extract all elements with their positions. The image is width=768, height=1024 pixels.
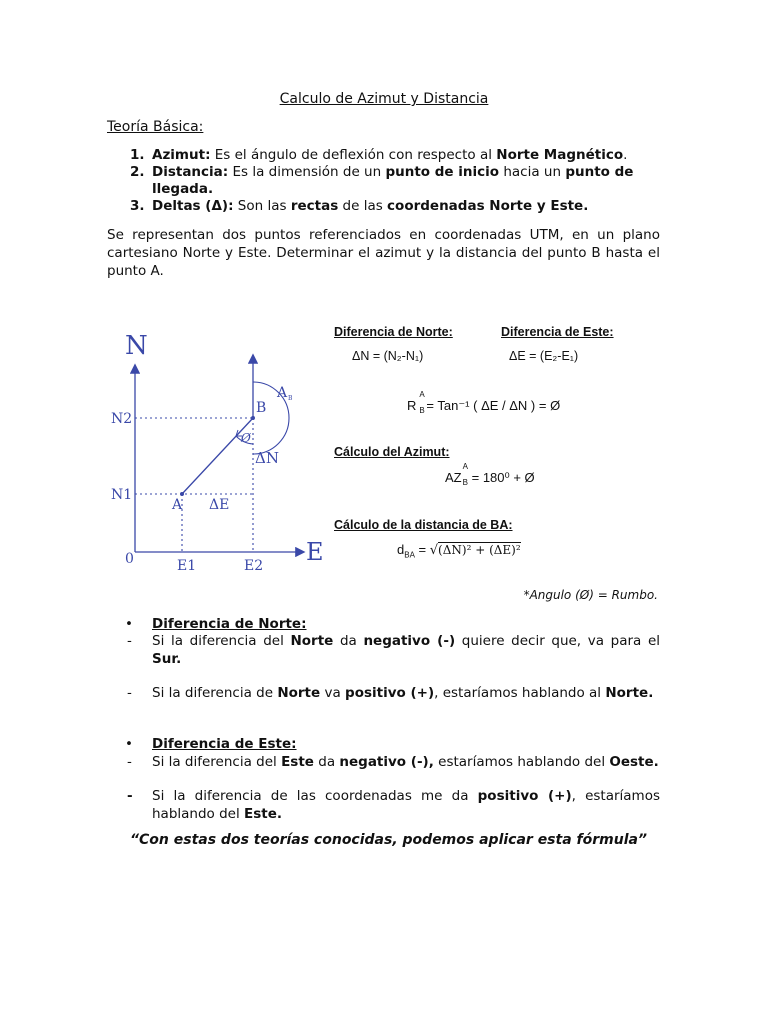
teoria-heading: Teoría Básica: [107, 119, 204, 135]
n1-label: N1 [111, 487, 133, 503]
line-ab [182, 418, 253, 494]
dash: - [127, 788, 133, 804]
item-text: Azimut: Es el ángulo de deflexión con respecto al Norte Magnético. [152, 147, 628, 163]
document-title: Calculo de Azimut y Distancia [279, 91, 489, 107]
point-a [180, 492, 184, 496]
item-number: 2. [130, 164, 145, 180]
norte-item: Si la diferencia del Norte da negativo (-) quiere decir que, va para el Sur. [152, 633, 660, 667]
point-a-label: A [172, 497, 183, 513]
e2-label: E2 [244, 558, 264, 574]
item-number: 3. [130, 198, 145, 214]
teoria-list [130, 147, 670, 215]
teoria-item [130, 164, 670, 198]
cartesian-diagram [105, 318, 330, 578]
azimut-sub-label: B [288, 395, 293, 402]
dash: - [127, 754, 132, 770]
point-b [251, 416, 255, 420]
de-formula: ΔE = (E₂-E₁) [509, 349, 579, 363]
dn-formula: ΔN = (N₂-N₁) [352, 349, 424, 363]
e1-label: E1 [177, 558, 197, 574]
distancia-heading: Cálculo de la distancia de BA: [334, 518, 513, 532]
este-item: Si la diferencia del Este da negativo (-), estaríamos hablando del Oeste. [152, 754, 659, 770]
formulas-block [330, 318, 660, 558]
n2-label: N2 [111, 411, 133, 427]
item-text: Distancia: Es la dimensión de un punto de inicio hacia un punto de llegada. [152, 164, 634, 197]
teoria-item [130, 147, 670, 164]
dif-norte-heading: Diferencia de Norte: [334, 325, 453, 339]
norte-heading: Diferencia de Norte: [152, 616, 307, 632]
item-text: Deltas (Δ): Son las rectas de las coordenadas Norte y Este. [152, 198, 589, 214]
delta-n-label: ΔN [255, 449, 279, 467]
azimut-formula: AZ A B = 180⁰ + Ø [445, 461, 535, 487]
delta-e-label: ΔE [209, 497, 230, 513]
rumbo-formula: R A B = Tan⁻¹ ( ΔE / ΔN ) = Ø [407, 389, 561, 415]
intro-paragraph: Se representan dos puntos referenciados en coordenadas UTM, en un plano cartesiano Norte y Este. Determinar el azimut y la distancia del punto B hasta el punto A. [107, 227, 660, 279]
distancia-formula: $d_{BA} = √(\Delta N)^2 + (\Delta E)^2$ [397, 542, 521, 560]
rumbo-note: *Angulo (Ø) = Rumbo. [523, 588, 658, 602]
bullet-norte: • [125, 616, 133, 632]
axis-n-label: N [125, 331, 148, 361]
dash: - [127, 685, 132, 701]
phi-label: Ø [241, 431, 251, 445]
dash: - [127, 633, 132, 649]
este-item: Si la diferencia de las coordenadas me da positivo (+), estaríamos hablando del Este. [152, 788, 660, 822]
norte-item: Si la diferencia de Norte va positivo (+), estaríamos hablando al Norte. [152, 685, 654, 701]
teoria-item [130, 198, 670, 215]
este-heading: Diferencia de Este: [152, 736, 297, 752]
azimut-heading: Cálculo del Azimut: [334, 445, 450, 459]
dif-este-heading: Diferencia de Este: [501, 325, 614, 339]
closing-quote: “Con estas dos teorías conocidas, podemos aplicar esta fórmula” [130, 832, 647, 848]
item-number: 1. [130, 147, 145, 163]
bullet-este: • [125, 736, 133, 752]
azimut-label: A [277, 385, 288, 401]
point-b-label: B [256, 400, 267, 416]
origin-label: 0 [125, 551, 134, 567]
axis-e-label: E [306, 538, 324, 566]
